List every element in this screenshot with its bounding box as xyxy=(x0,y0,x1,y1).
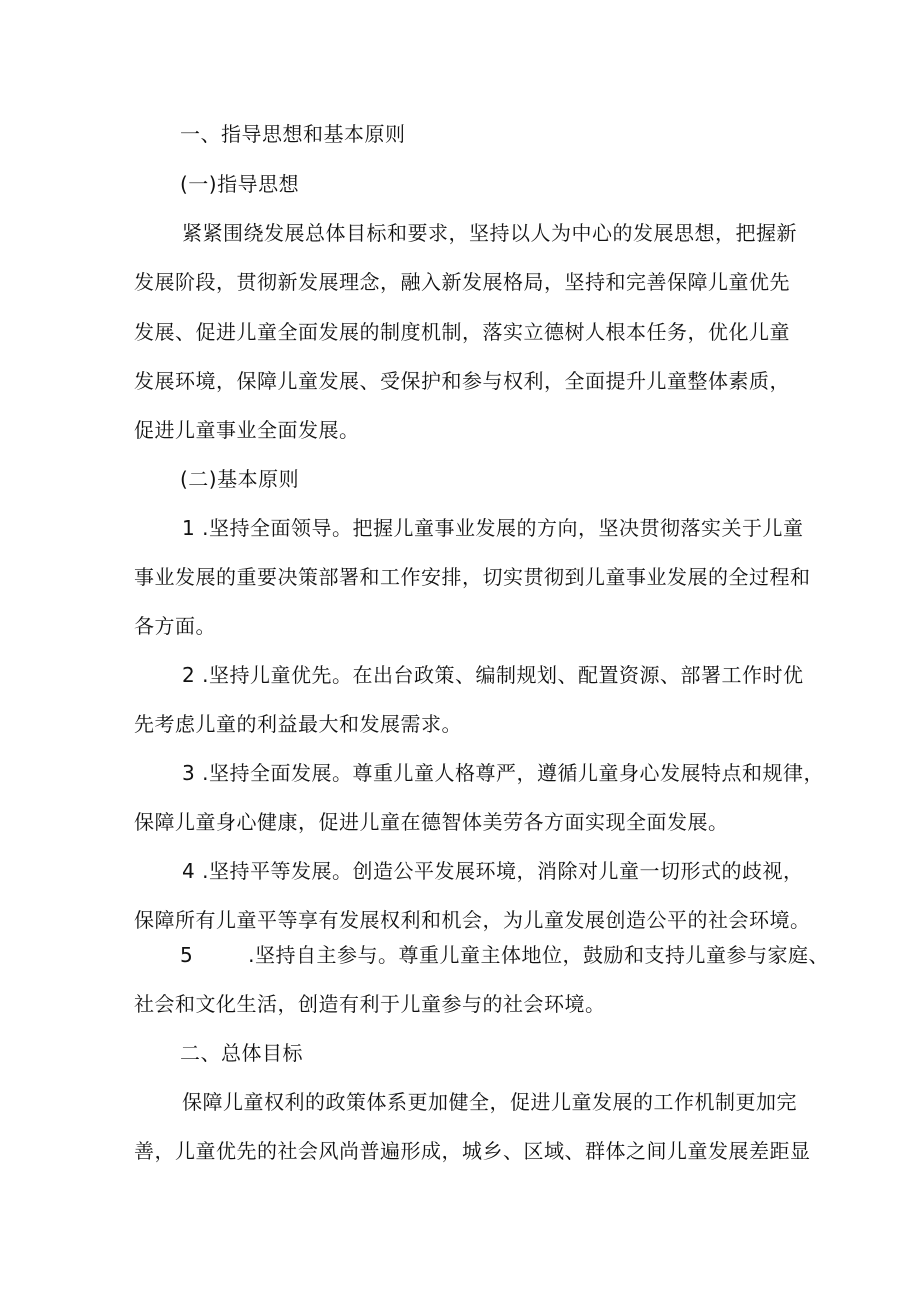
paragraph-line: 5 .坚持自主参与。尊重儿童主体地位，鼓励和支持儿童参与家庭、 xyxy=(180,943,829,967)
paragraph-line: 4 .坚持平等发展。创造公平发展环境，消除对儿童一切形式的歧视， xyxy=(182,859,804,883)
paragraph-line: 先考虑儿童的利益最大和发展需求。 xyxy=(134,712,462,736)
paragraph-line: 1 .坚持全面领导。把握儿童事业发展的方向，坚决贯彻落实关于儿童 xyxy=(182,516,804,540)
paragraph-line: 社会和文化生活，创造有利于儿童参与的社会环境。 xyxy=(134,992,606,1016)
paragraph-line: 发展阶段，贯彻新发展理念，融入新发展格局，坚持和完善保障儿童优先 xyxy=(134,270,790,294)
paragraph-line: 善，儿童优先的社会风尚普遍形成，城乡、区域、群体之间儿童发展差距显 xyxy=(134,1139,811,1163)
paragraph-line: 紧紧围绕发展总体目标和要求，坚持以人为中心的发展思想，把握新 xyxy=(182,221,797,245)
paragraph-line: 各方面。 xyxy=(134,614,216,638)
paragraph-line: 促进儿童事业全面发展。 xyxy=(134,418,360,442)
paragraph-line: 保障儿童身心健康，促进儿童在德智体美劳各方面实现全面发展。 xyxy=(134,810,729,834)
section-heading-1: 一、指导思想和基本原则 xyxy=(180,122,406,146)
paragraph-line: 发展环境，保障儿童发展、受保护和参与权利，全面提升儿童整体素质， xyxy=(134,369,790,393)
subheading-guiding-thought: (一)指导思想 xyxy=(180,172,300,196)
paragraph-line: 保障儿童权利的政策体系更加健全，促进儿童发展的工作机制更加完 xyxy=(182,1090,797,1114)
subheading-basic-principles: (二)基本原则 xyxy=(180,467,300,491)
paragraph-line: 事业发展的重要决策部署和工作安排，切实贯彻到儿童事业发展的全过程和 xyxy=(134,565,811,589)
paragraph-line: 2 .坚持儿童优先。在出台政策、编制规划、配置资源、部署工作时优 xyxy=(182,663,804,687)
paragraph-line: 3 .坚持全面发展。尊重儿童人格尊严，遵循儿童身心发展特点和规律， xyxy=(182,761,824,785)
section-heading-2: 二、总体目标 xyxy=(180,1041,303,1065)
paragraph-line: 发展、促进儿童全面发展的制度机制，落实立德树人根本任务，优化儿童 xyxy=(134,320,790,344)
paragraph-line: 保障所有儿童平等享有发展权利和机会，为儿童发展创造公平的社会环境。 xyxy=(134,908,811,932)
